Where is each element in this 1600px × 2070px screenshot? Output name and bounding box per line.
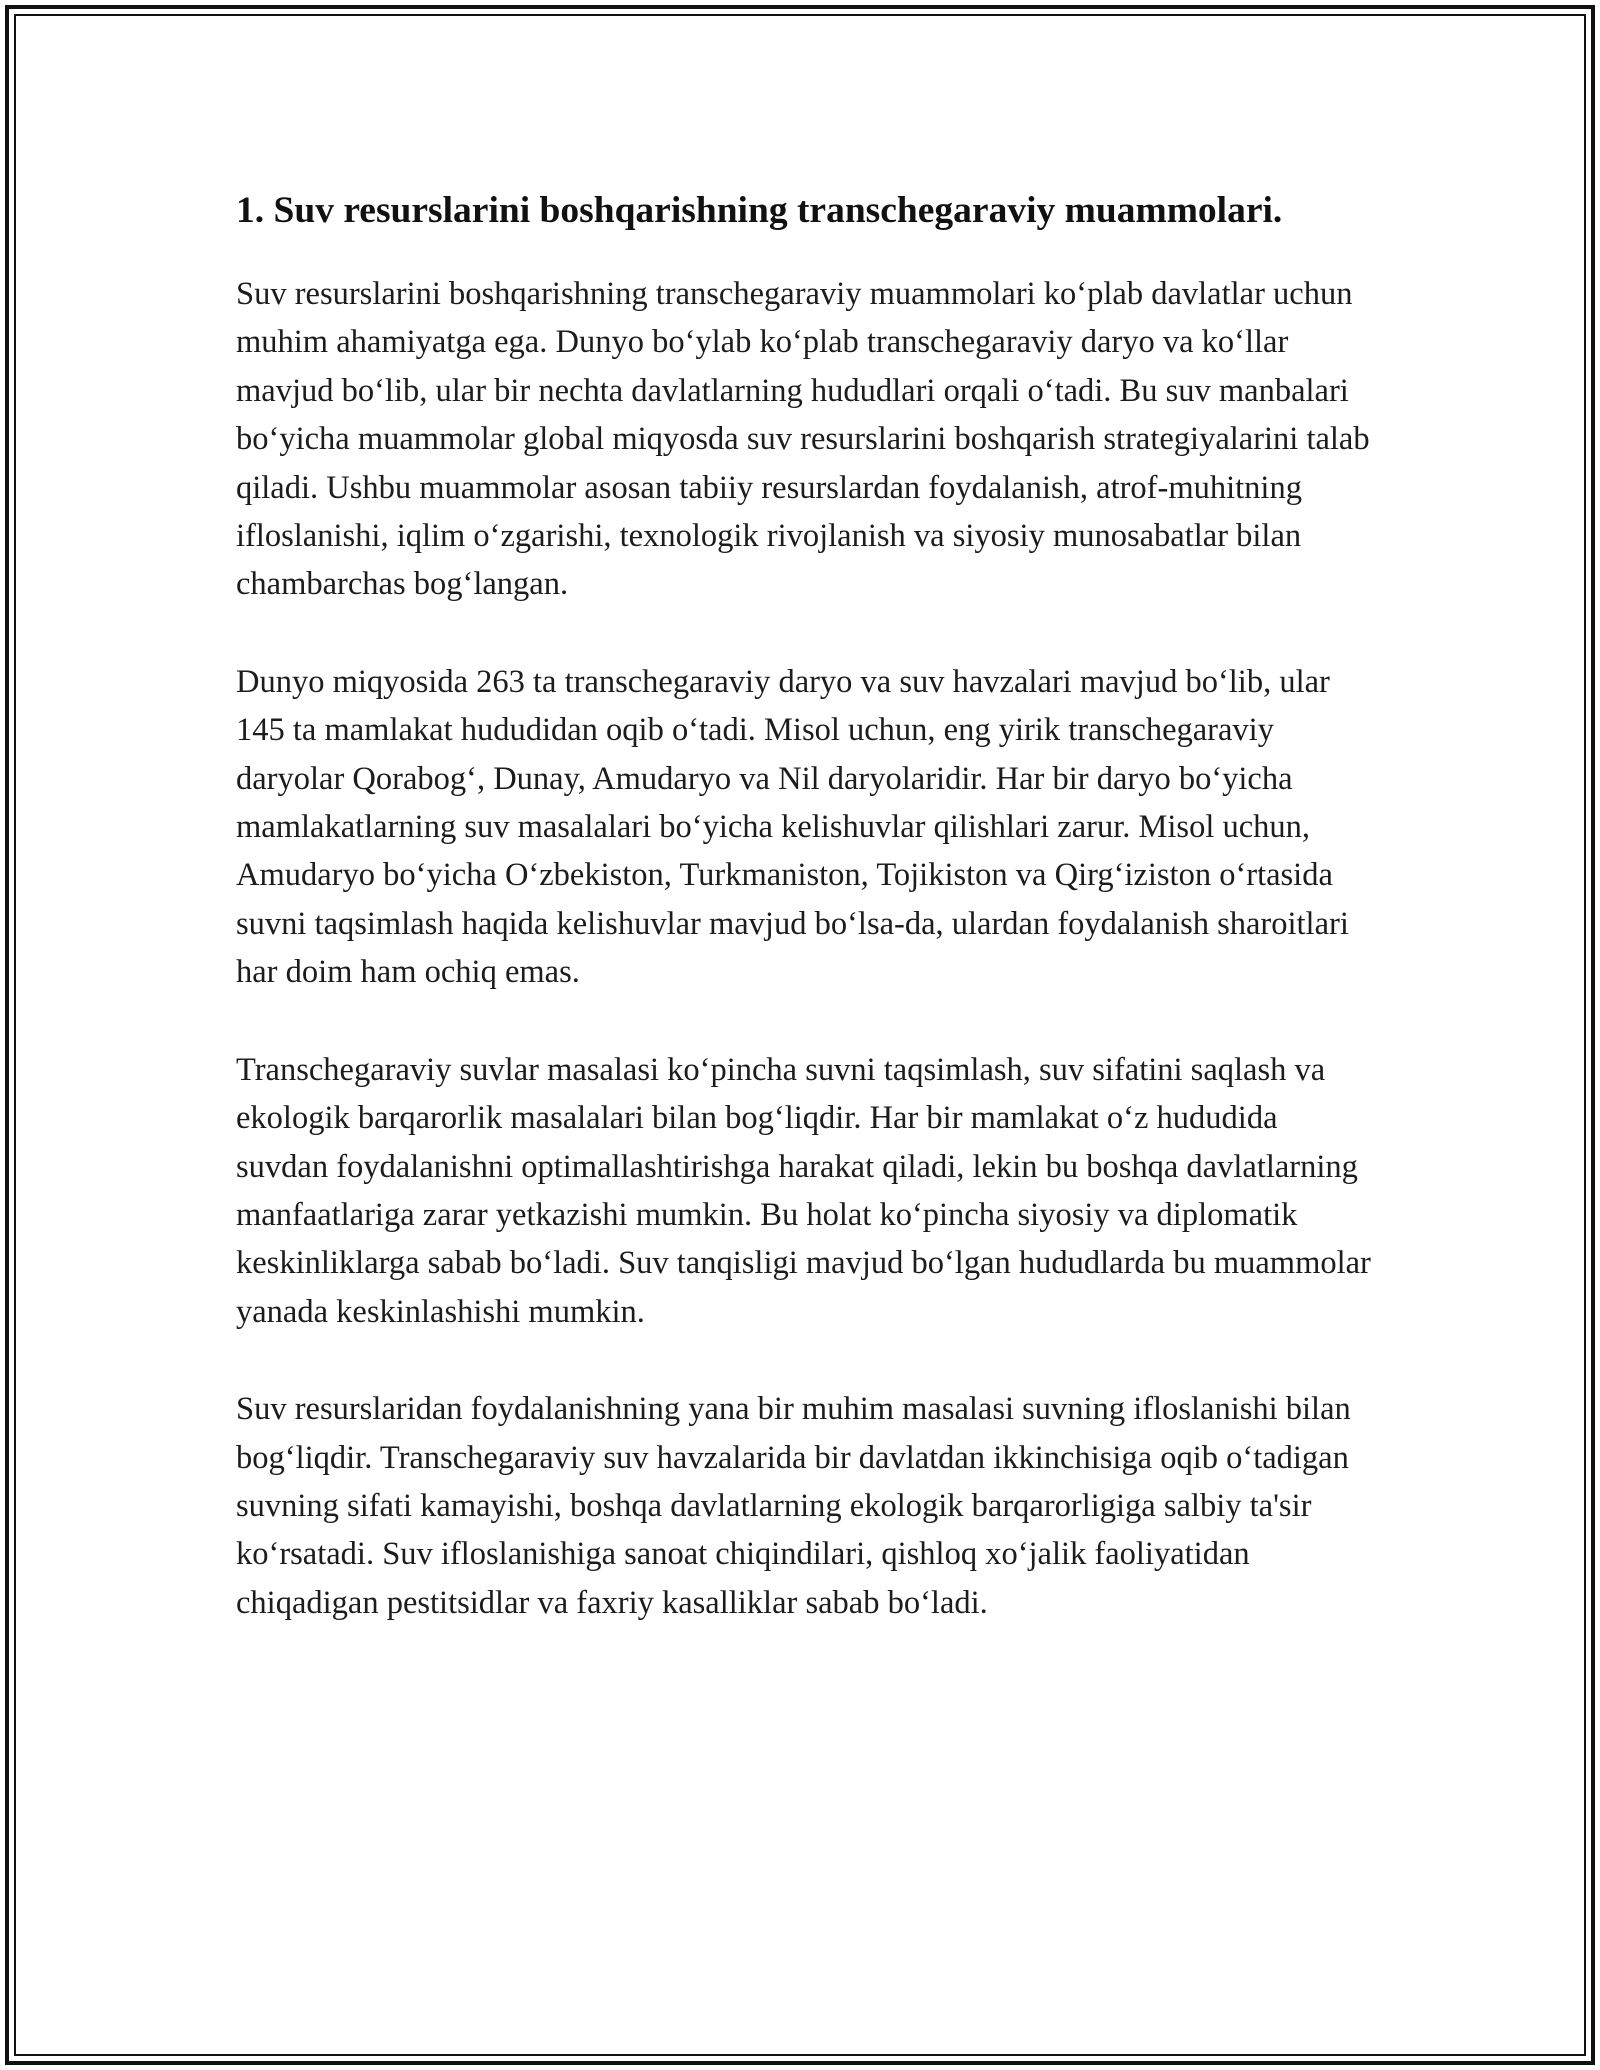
paragraph-1: Suv resurslarini boshqarishning transchegaraviy muammolari ko‘plab davlatlar uchun muhim ahamiyatga ega. Dunyo bo‘ylab ko‘plab transchegaraviy daryo va ko‘llar mavjud bo‘lib, ular bir nechta davlatlarning hududlari orqali o‘tadi. Bu suv manbalari bo‘yicha muammolar global miqyosda suv resurslarini boshqarish strategiyalarini talab qiladi. Ushbu muammolar asosan tabiiy resurslardan foydalanish, atrof-muhitning ifloslanishi, iqlim o‘zgarishi, texnologik rivojlanish va siyosiy munosabatlar bilan chambarchas bog‘langan. xyxy=(236,276,1370,603)
document-body xyxy=(236,186,1376,1627)
paragraph-2: Dunyo miqyosida 263 ta transchegaraviy daryo va suv havzalari mavjud bo‘lib, ular 145 ta mamlakat hududidan oqib o‘tadi. Misol uchun, eng yirik transchegaraviy daryolar Qorabog‘, Dunay, Amudaryo va Nil daryolaridir. Har bir daryo bo‘yicha mamlakatlarning suv masalalari bo‘yicha kelishuvlar qilishlari zarur. Misol uchun, Amudaryo bo‘yicha O‘zbekiston, Turkmaniston, Tojikiston va Qirg‘iziston o‘rtasida suvni taqsimlash haqida kelishuvlar mavjud bo‘lsa-da, ulardan foydalanish sharoitlari har doim ham ochiq emas. xyxy=(236,663,1349,991)
paragraph-3: Transchegaraviy suvlar masalasi ko‘pincha suvni taqsimlash, suv sifatini saqlash va ekologik barqarorlik masalalari bilan bog‘liqdir. Har bir mamlakat o‘z hududida suvdan foydalanishni optimallashtirishga harakat qiladi, lekin bu boshqa davlatlarning manfaatlariga zarar yetkazishi mumkin. Bu holat ko‘pincha siyosiy va diplomatik keskinliklarga sabab bo‘ladi. Suv tanqisligi mavjud bo‘lgan hududlarda bu muammolar yanada keskinlashishi mumkin. xyxy=(236,1051,1371,1330)
section-heading: 1. Suv resurslarini boshqarishning transchegaraviy muammolari. xyxy=(236,190,1283,231)
paragraph-4: Suv resurslaridan foydalanishning yana bir muhim masalasi suvning ifloslanishi bilan bog‘liqdir. Transchegaraviy suv havzalarida bir davlatdan ikkinchisiga oqib o‘tadigan suvning sifati kamayishi, boshqa davlatlarning ekologik barqarorligiga salbiy ta'sir ko‘rsatadi. Suv ifloslanishiga sanoat chiqindilari, qishloq xo‘jalik faoliyatidan chiqadigan pestitsidlar va faxriy kasalliklar sabab bo‘ladi. xyxy=(236,1391,1351,1621)
